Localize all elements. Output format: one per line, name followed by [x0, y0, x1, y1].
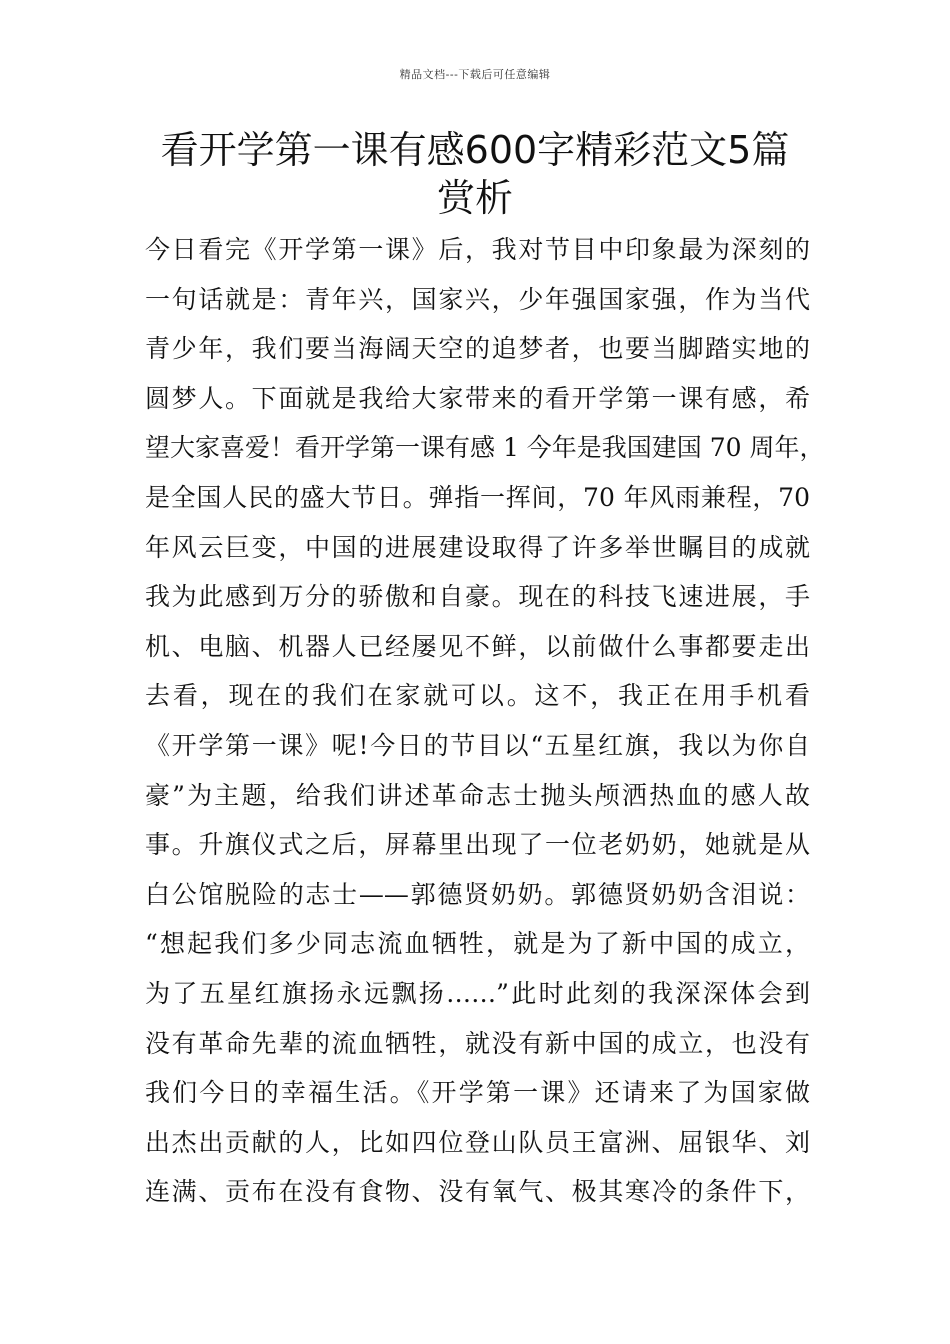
body-line: 望大家喜爱！看开学第一课有感 1 今年是我国建国 70 周年， [145, 433, 825, 463]
document-title [120, 126, 830, 222]
body-line: 出杰出贡献的人，比如四位登山队员王富洲、屈银华、刘 [145, 1127, 810, 1157]
body-line: 圆梦人。下面就是我给大家带来的看开学第一课有感，希 [145, 383, 810, 413]
document-body [145, 225, 825, 1217]
page-header: 精品文档---下载后可任意编辑 [399, 68, 551, 81]
title-line-2: 赏析 [436, 176, 513, 220]
body-line: 年风云巨变，中国的进展建设取得了许多举世瞩目的成就 [145, 532, 810, 562]
body-line: 没有革命先辈的流血牺牲，就没有新中国的成立，也没有 [145, 1028, 810, 1058]
body-line: 今日看完《开学第一课》后，我对节目中印象最为深刻的 [145, 235, 810, 264]
body-line: 《开学第一课》呢!今日的节目以“五星红旗，我以为你自 [145, 730, 810, 760]
body-line: 机、电脑、机器人已经屡见不鲜，以前做什么事都要走出 [145, 631, 810, 661]
body-line: 青少年，我们要当海阔天空的追梦者，也要当脚踏实地的 [145, 334, 810, 364]
title-line-1: 看开学第一课有感600字精彩范文5篇 [160, 128, 790, 172]
body-line: 是全国人民的盛大节日。弹指一挥间，70 年风雨兼程，70 [145, 482, 810, 512]
body-line: 为了五星红旗扬永远飘扬……”此时此刻的我深深体会到 [145, 978, 810, 1008]
body-line: 我们今日的幸福生活。《开学第一课》还请来了为国家做 [145, 1078, 810, 1108]
body-line: 去看，现在的我们在家就可以。这不，我正在用手机看 [145, 681, 810, 711]
body-line: 豪”为主题，给我们讲述革命志士抛头颅洒热血的感人故 [145, 780, 810, 810]
body-line: 白公馆脱险的志士——郭德贤奶奶。郭德贤奶奶含泪说： [145, 879, 810, 909]
body-line: 我为此感到万分的骄傲和自豪。现在的科技飞速进展，手 [145, 582, 810, 612]
body-line: 一句话就是：青年兴，国家兴，少年强国家强，作为当代 [145, 284, 810, 314]
body-line: 连满、贡布在没有食物、没有氧气、极其寒冷的条件下， [145, 1177, 810, 1207]
body-line: “想起我们多少同志流血牺牲，就是为了新中国的成立， [145, 929, 810, 959]
body-line: 事。升旗仪式之后，屏幕里出现了一位老奶奶，她就是从 [145, 830, 810, 860]
